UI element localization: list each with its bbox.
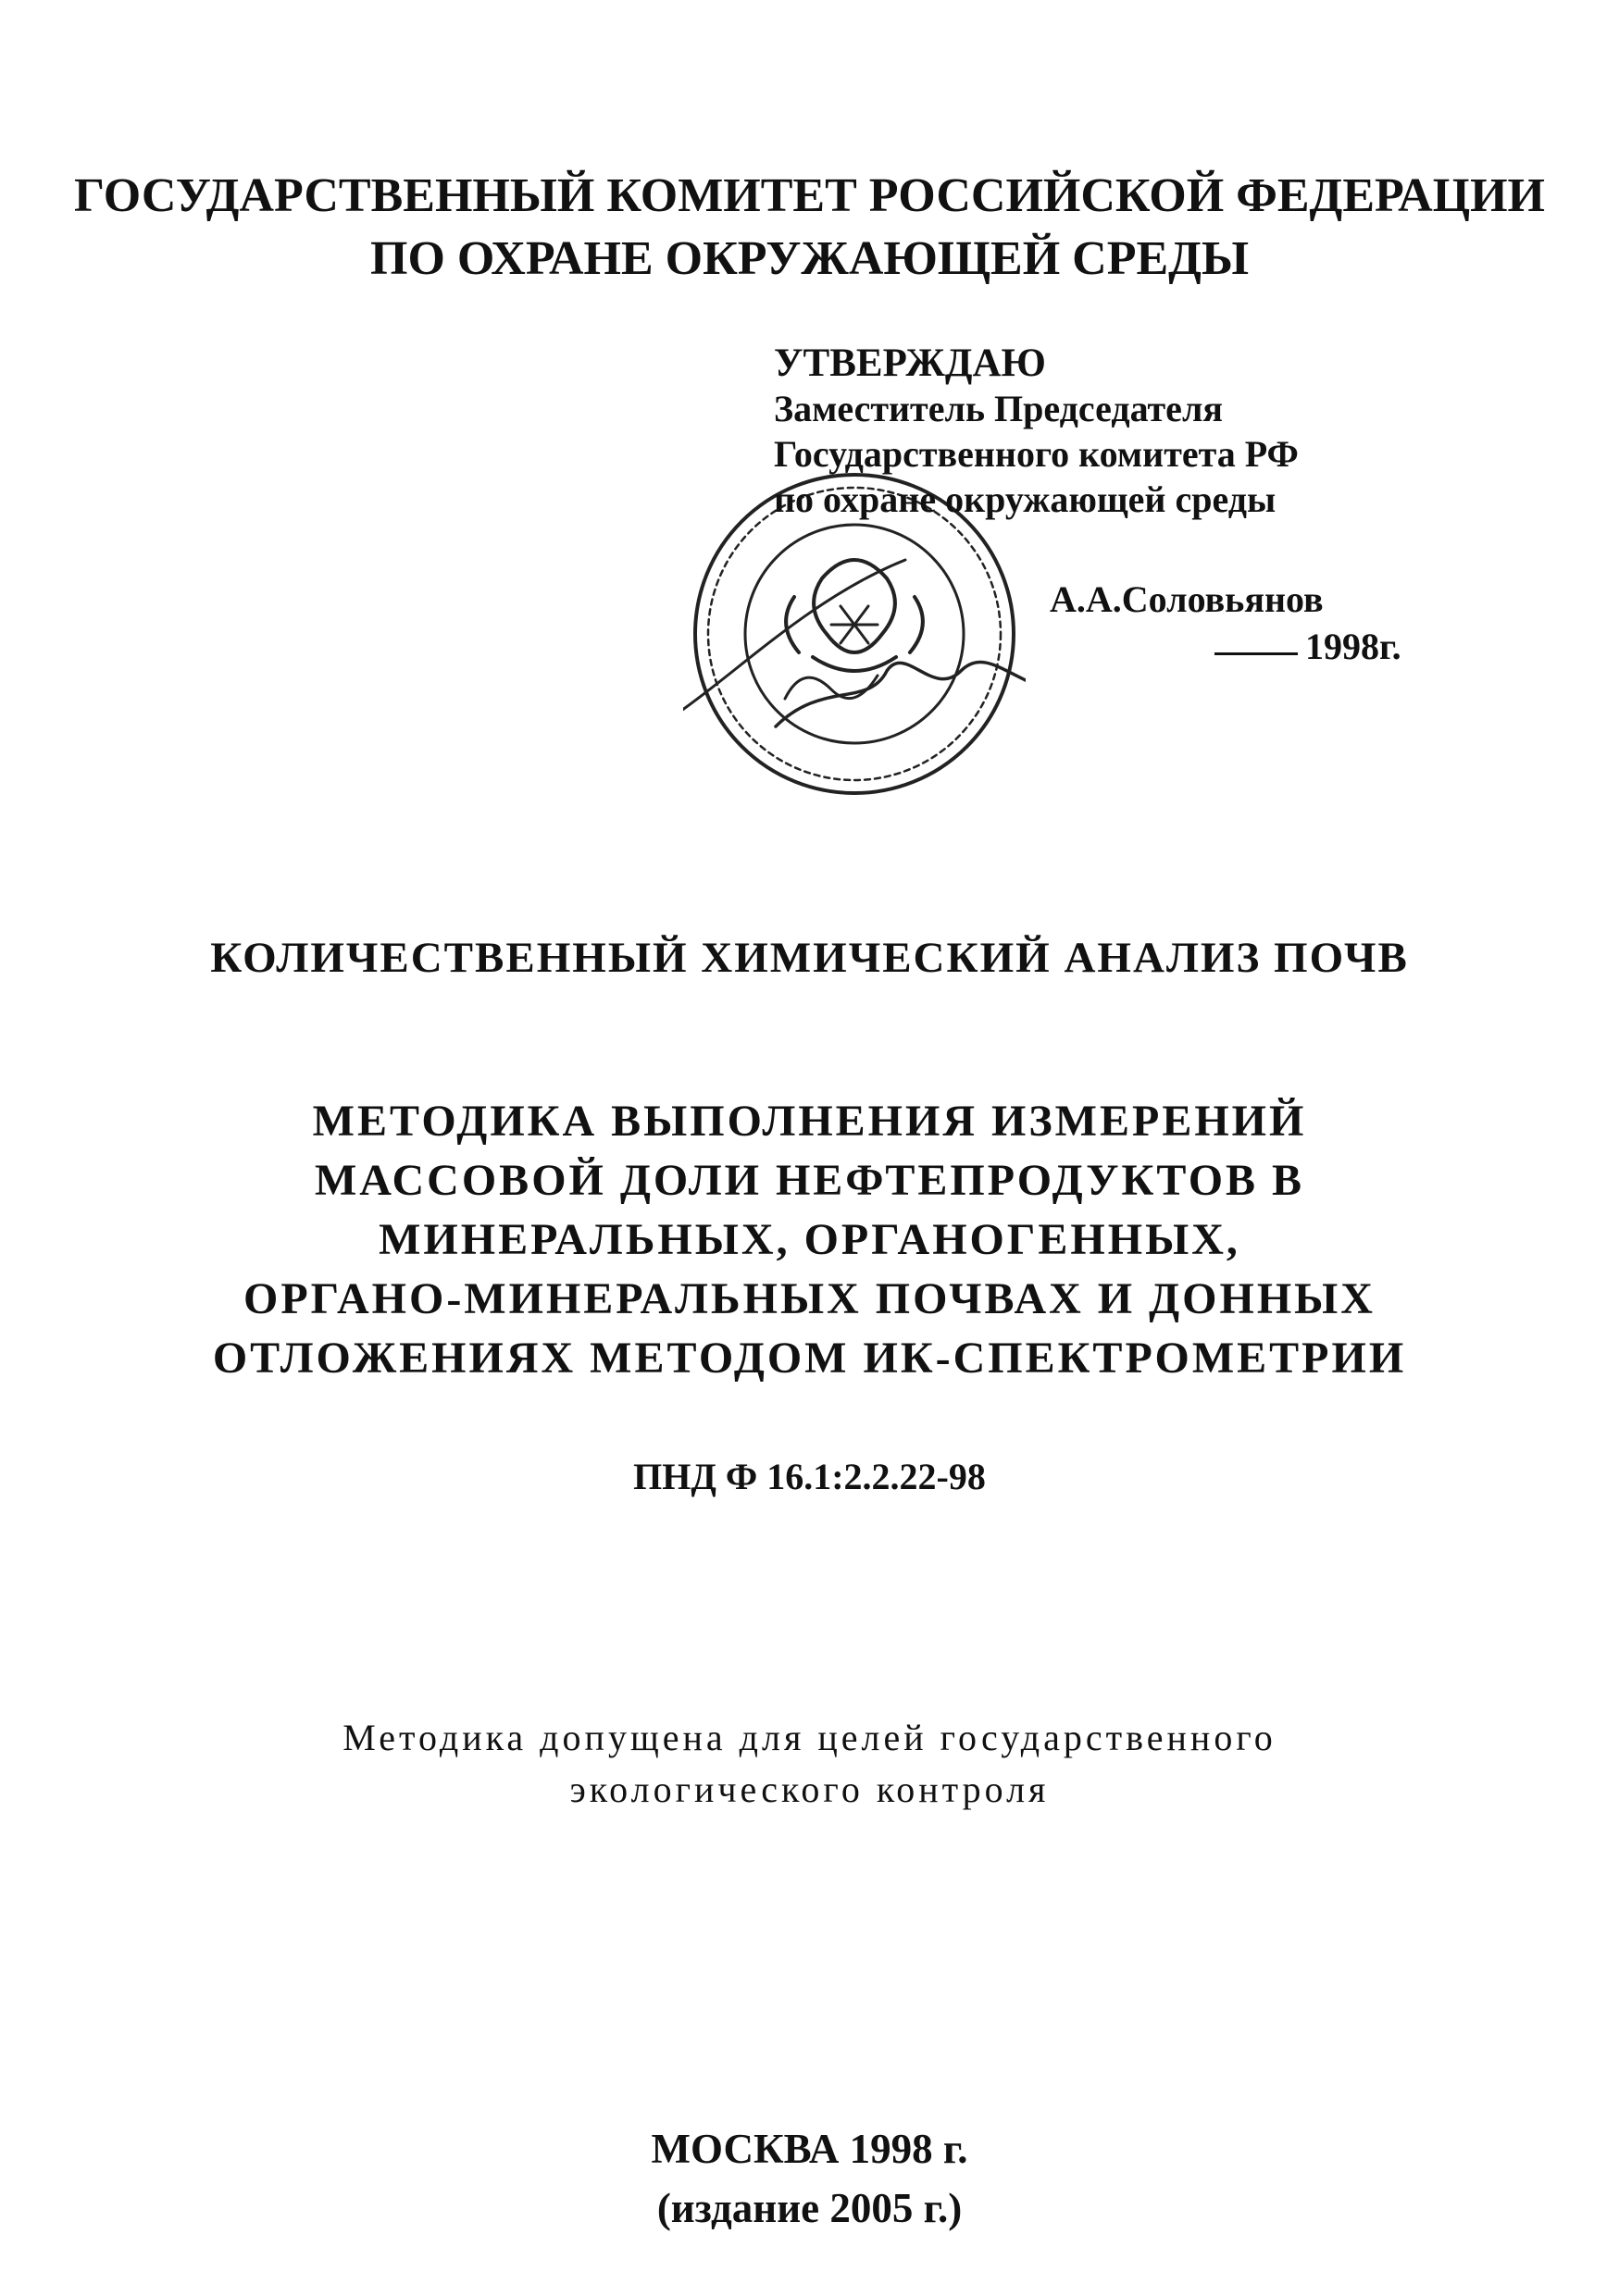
admission-note [0, 1712, 1619, 1816]
method-title [0, 1092, 1619, 1388]
approval-title: УТВЕРЖДАЮ [774, 341, 1046, 385]
approval-date [1214, 624, 1401, 669]
approver-role-line-1: Заместитель Председателя [774, 388, 1224, 429]
approver-role-line-2: Государственного комитета РФ [774, 433, 1299, 475]
publication-info [0, 2119, 1619, 2238]
method-title-line-3: МИНЕРАЛЬНЫХ, ОРГАНОГЕННЫХ, [379, 1215, 1240, 1264]
authority-line-2: ПО ОХРАНЕ ОКРУЖАЮЩЕЙ СРЕДЫ [370, 232, 1249, 285]
authority-line-1: ГОСУДАРСТВЕННЫЙ КОМИТЕТ РОССИЙСКОЙ ФЕДЕРАЦИИ [73, 169, 1546, 222]
method-title-line-4: ОРГАНО-МИНЕРАЛЬНЫХ ПОЧВАХ И ДОННЫХ [243, 1274, 1376, 1323]
edition-note: (издание 2005 г.) [656, 2185, 963, 2231]
city-year: МОСКВА 1998 г. [651, 2126, 968, 2172]
approval-block [774, 341, 1401, 667]
subject-heading: КОЛИЧЕСТВЕННЫЙ ХИМИЧЕСКИЙ АНАЛИЗ ПОЧВ [210, 934, 1409, 982]
admission-line-1: Методика допущена для целей государственного [342, 1717, 1277, 1758]
issuing-authority [0, 165, 1619, 291]
approver-name: А.А.Соловьянов [1050, 578, 1324, 620]
method-title-line-5: ОТЛОЖЕНИЯХ МЕТОДОМ ИК-СПЕКТРОМЕТРИИ [212, 1334, 1407, 1383]
method-title-line-1: МЕТОДИКА ВЫПОЛНЕНИЯ ИЗМЕРЕНИЙ [312, 1097, 1307, 1146]
signature-line [1214, 652, 1298, 655]
approval-year: 1998г. [1305, 626, 1401, 667]
admission-line-2: экологического контроля [569, 1769, 1050, 1810]
document-code: ПНД Ф 16.1:2.2.22-98 [633, 1456, 986, 1497]
method-title-line-2: МАССОВОЙ ДОЛИ НЕФТЕПРОДУКТОВ В [314, 1156, 1305, 1205]
approver-role-line-3: по охране окружающей среды [774, 478, 1277, 520]
